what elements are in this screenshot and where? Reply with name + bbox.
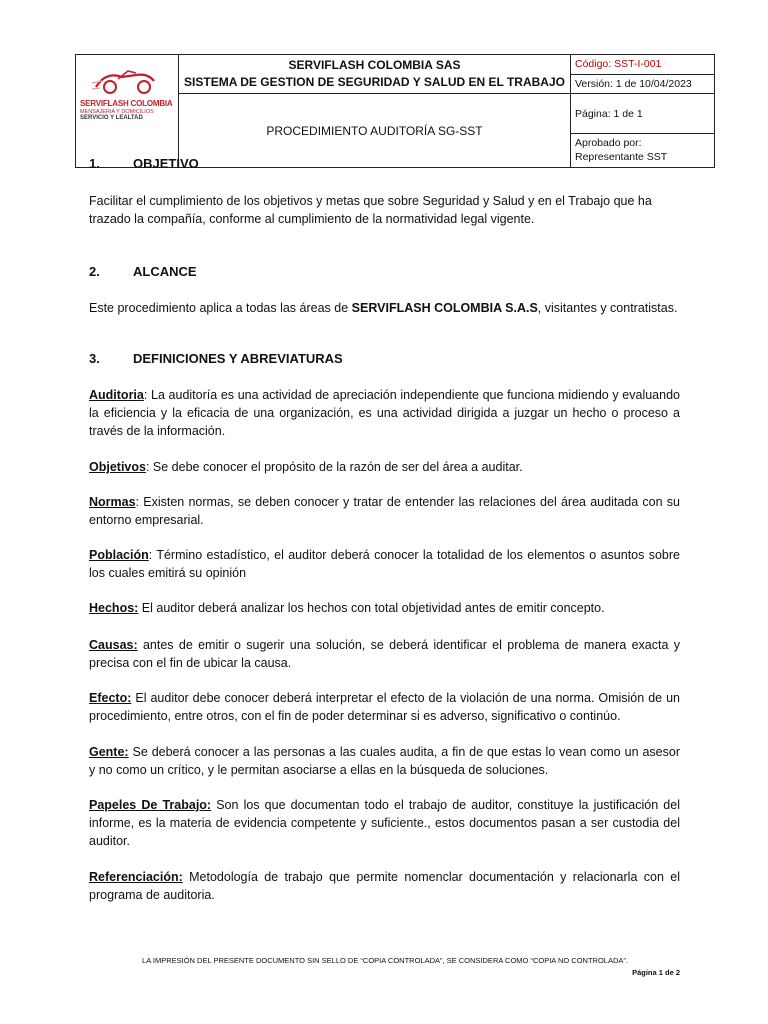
procedure-title: PROCEDIMIENTO AUDITORÍA SG-SST xyxy=(179,94,571,168)
definition-item xyxy=(89,796,680,850)
alcance-company: SERVIFLASH COLOMBIA S.A.S xyxy=(351,301,538,315)
definition-term: Hechos: xyxy=(89,601,139,615)
definition-text: El auditor deberá analizar los hechos con total objetividad antes de emitir concepto. xyxy=(138,601,605,615)
definition-text: El auditor debe conocer deberá interpretar el efecto de la violación de una norma. Omisión de un procedimiento, entre otros, con el fin de poder determinar si es adverso, significativo o continúo. xyxy=(89,691,680,723)
document-approved-by: Aprobado por: Representante SST xyxy=(571,133,715,167)
definition-text: Se deberá conocer a las personas a las cuales audita, a fin de que estas lo vean como un asesor y no como un crítico, y le permitan asociarse a ellas en la búsqueda de soluciones. xyxy=(89,745,680,777)
definition-term: Referenciación: xyxy=(89,870,183,884)
definition-text: : Se debe conocer el propósito de la razón de ser del área a auditar. xyxy=(145,460,523,474)
definition-item xyxy=(89,493,680,529)
section-number: 3. xyxy=(89,351,100,366)
definition-text: : La auditoría es una actividad de apreciación independiente que funciona midiendo y evaluando la eficiencia y la eficacia de una organización, es una actividad dirigida a juzgar un hecho o proceso a través de la información. xyxy=(89,388,680,438)
section-title: OBJETIVO xyxy=(133,156,199,171)
alcance-text-pre: Este procedimiento aplica a todas las áreas de xyxy=(89,301,352,315)
system-name: SISTEMA DE GESTION DE SEGURIDAD Y SALUD EN EL TRABAJO xyxy=(184,75,565,90)
header-title-cell xyxy=(179,55,571,94)
document-version: Versión: 1 de 10/04/2023 xyxy=(571,74,715,94)
logo-tagline-2: SERVICIO Y LEALTAD xyxy=(80,115,143,121)
objetivo-paragraph: Facilitar el cumplimiento de los objetivos y metas que sobre Seguridad y Salud y en el Trabajo que ha trazado la compañía, conforme al cumplimiento de la normatividad legal vigente. xyxy=(89,194,652,226)
section-title: DEFINICIONES Y ABREVIATURAS xyxy=(133,351,343,366)
page-number: Página 1 de 2 xyxy=(632,968,680,977)
definition-text: : Término estadístico, el auditor deberá conocer la totalidad de los elementos o asuntos sobre los cuales emitirá su opinión xyxy=(89,548,680,580)
alcance-paragraph xyxy=(89,299,680,317)
document-header-table xyxy=(75,54,715,168)
definition-term: Auditoria xyxy=(89,388,144,402)
motorcycle-logo-icon xyxy=(92,65,160,95)
section-number: 1. xyxy=(89,156,100,171)
definition-text: antes de emitir o sugerir una solución, se deberá identificar el problema de manera exacta y precisa con el fin de ubicar la causa. xyxy=(89,638,680,670)
definition-text: Metodología de trabajo que permite nomenclar documentación y relacionarla con el programa de auditoria. xyxy=(89,870,680,902)
definition-text: : Existen normas, se deben conocer y tratar de entender las relaciones del área auditada con su entorno empresarial. xyxy=(89,495,680,527)
logo-tagline-1: MENSAJERIA Y DOMICILIOS xyxy=(80,109,154,115)
document-page-count: Página: 1 de 1 xyxy=(571,94,715,133)
definition-term: Papeles De Trabajo: xyxy=(89,798,212,812)
definition-text: Son los que documentan todo el trabajo de auditor, constituye la justificación del informe, es la materia de evidencia competente y suficiente., estos documentos pasan a ser custodia del auditor. xyxy=(89,798,680,848)
definition-term: Gente: xyxy=(89,745,129,759)
definition-item xyxy=(89,458,680,476)
definition-term: Causas: xyxy=(89,638,138,652)
document-code: Código: SST-I-001 xyxy=(571,55,715,75)
definition-item xyxy=(89,599,680,617)
definition-item xyxy=(89,636,680,672)
section-heading-objetivo xyxy=(89,156,199,171)
definition-item xyxy=(89,743,680,779)
section-heading-definiciones xyxy=(89,351,343,366)
section-heading-alcance xyxy=(89,264,197,279)
company-logo xyxy=(76,57,176,165)
definition-term: Normas xyxy=(89,495,136,509)
definition-item xyxy=(89,546,680,582)
definition-item xyxy=(89,386,680,440)
alcance-text-post: , visitantes y contratistas. xyxy=(537,301,678,315)
company-name: SERVIFLASH COLOMBIA SAS xyxy=(288,58,461,73)
definition-term: Objetivos xyxy=(89,460,146,474)
definition-term: Población xyxy=(89,548,149,562)
logo-brand-text: SERVIFLASH COLOMBIA xyxy=(80,99,173,108)
section-title: ALCANCE xyxy=(133,264,197,279)
controlled-copy-notice: LA IMPRESIÓN DEL PRESENTE DOCUMENTO SIN SELLO DE “COPIA CONTROLADA”, SE CONSIDERA COMO “COPIA NO CONTROLADA”. xyxy=(142,956,628,965)
definition-item xyxy=(89,868,680,904)
definition-term: Efecto: xyxy=(89,691,132,705)
definition-item xyxy=(89,689,680,725)
section-number: 2. xyxy=(89,264,100,279)
logo-cell xyxy=(76,55,179,168)
